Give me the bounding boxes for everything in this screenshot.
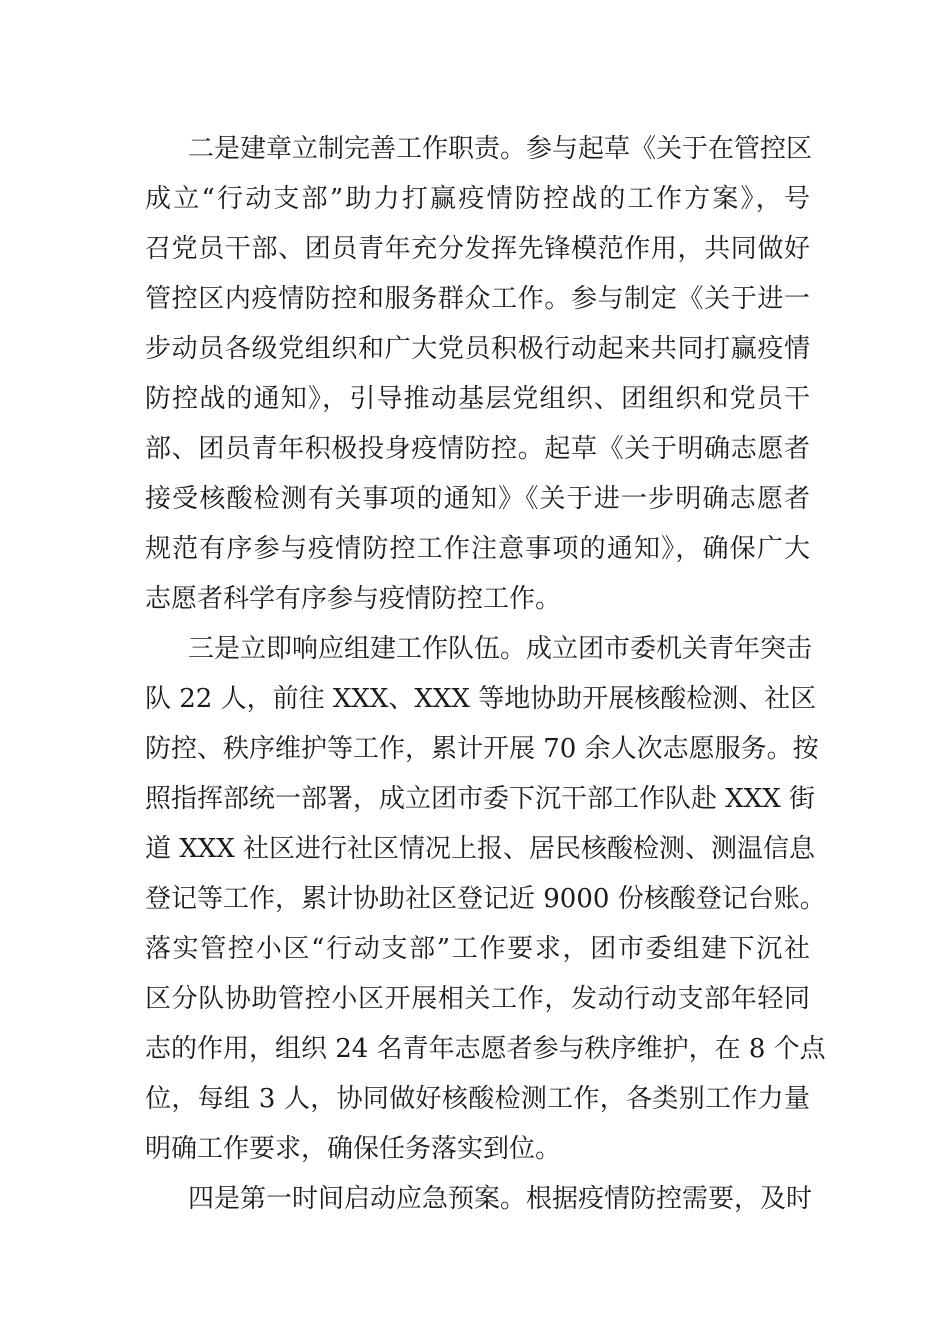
- paragraph-3-line-3: 防控、秩序维护等工作，累计开展 70 余人次志愿服务。按: [145, 734, 819, 764]
- paragraph-3-line-2: 队 22 人，前往 XXX、XXX 等地协助开展核酸检测、社区: [145, 684, 817, 714]
- paragraph-2-line-3: 召党员干部、团员青年充分发挥先锋模范作用，共同做好: [145, 234, 810, 264]
- paragraph-2-line-4: 管控区内疫情防控和服务群众工作。参与制定《关于进一: [145, 284, 810, 314]
- paragraph-3-line-10: 位，每组 3 人，协同做好核酸检测工作，各类别工作力量: [145, 1084, 810, 1114]
- paragraph-3-line-6: 登记等工作，累计协助社区登记近 9000 份核酸登记台账。: [145, 884, 826, 914]
- paragraph-2-line-5: 步动员各级党组织和广大党员积极行动起来共同打赢疫情: [145, 334, 810, 364]
- paragraph-2-line-9: 规范有序参与疫情防控工作注意事项的通知》，确保广大: [145, 534, 810, 564]
- paragraph-3-line-8: 区分队协助管控小区开展相关工作，发动行动支部年轻同: [145, 984, 810, 1014]
- paragraph-3-line-7: 落实管控小区“行动支部”工作要求，团市委组建下沉社: [145, 934, 810, 964]
- paragraph-3-line-5: 道 XXX 社区进行社区情况上报、居民核酸检测、测温信息: [145, 834, 816, 864]
- paragraph-3-line-1: 三是立即响应组建工作队伍。成立团市委机关青年突击: [188, 634, 813, 664]
- paragraph-2-line-2: 成立“行动支部”助力打赢疫情防控战的工作方案》，号: [145, 184, 810, 214]
- paragraph-2-line-1: 二是建章立制完善工作职责。参与起草《关于在管控区: [188, 134, 813, 164]
- paragraph-2-line-6: 防控战的通知》，引导推动基层党组织、团组织和党员干: [145, 384, 810, 414]
- paragraph-3-line-11: 明确工作要求，确保任务落实到位。: [145, 1134, 562, 1164]
- paragraph-2-line-8: 接受核酸检测有关事项的通知》《关于进一步明确志愿者: [145, 484, 810, 514]
- paragraph-3-line-4: 照指挥部统一部署，成立团市委下沉干部工作队赴 XXX 街: [145, 784, 816, 814]
- paragraph-4-line-1: 四是第一时间启动应急预案。根据疫情防控需要，及时: [188, 1184, 813, 1214]
- paragraph-2-line-7: 部、团员青年积极投身疫情防控。起草《关于明确志愿者: [145, 434, 810, 464]
- paragraph-3-line-9: 志的作用，组织 24 名青年志愿者参与秩序维护，在 8 个点: [145, 1034, 826, 1064]
- paragraph-2-line-10: 志愿者科学有序参与疫情防控工作。: [145, 584, 562, 614]
